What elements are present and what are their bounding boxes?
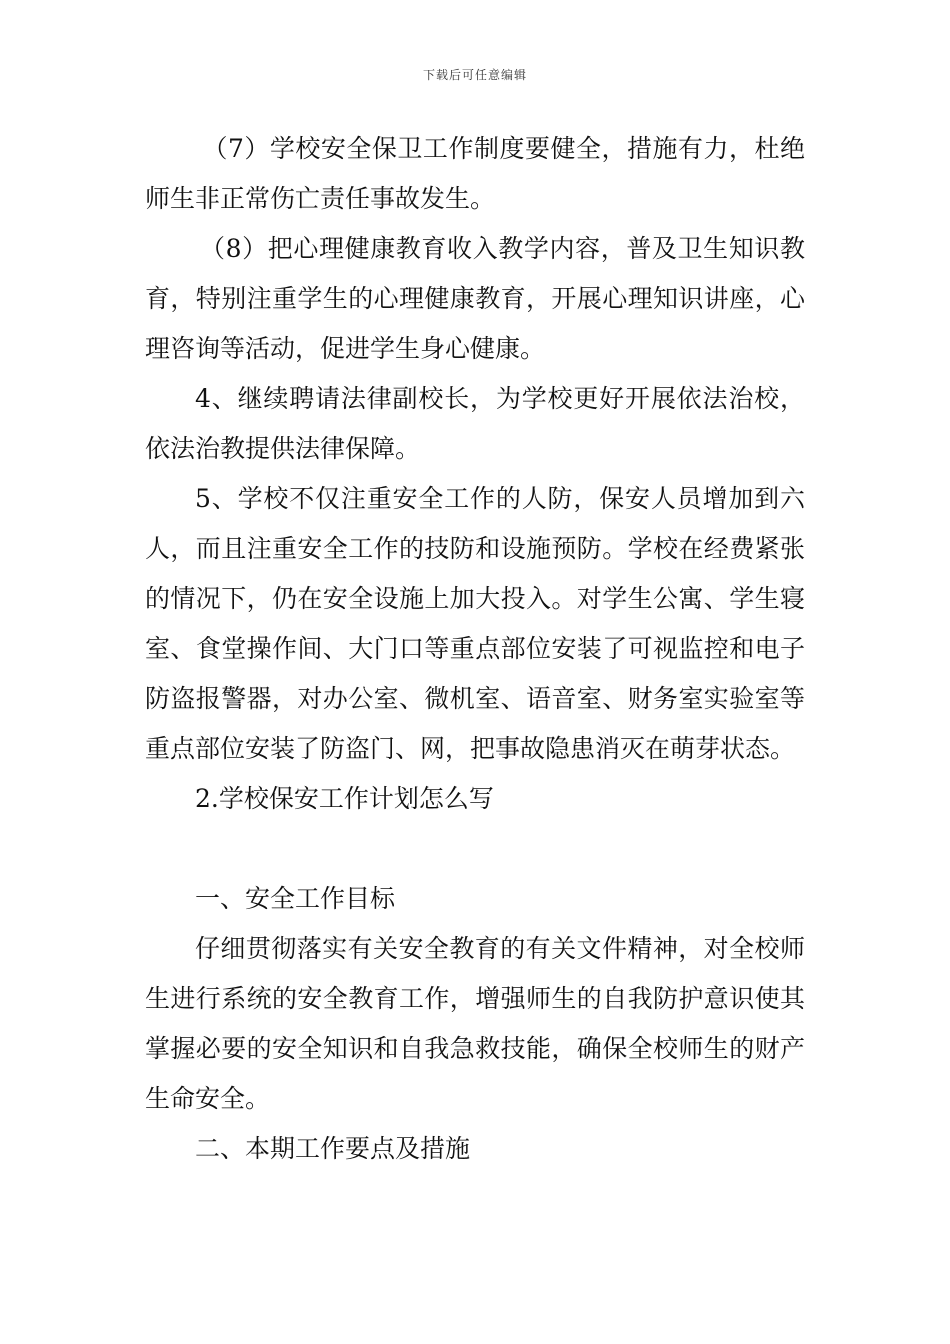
- document-body: [145, 124, 805, 1174]
- paragraph-point-4: 4、继续聘请法律副校长，为学校更好开展依法治校，依法治教提供法律保障。: [145, 384, 805, 463]
- heading-work-points: 二、本期工作要点及措施: [195, 1134, 471, 1163]
- section-heading-2: 2.学校保安工作计划怎么写: [195, 784, 494, 813]
- heading-safety-goal: 一、安全工作目标: [195, 884, 396, 913]
- paragraph-item-7: （7）学校安全保卫工作制度要健全，措施有力，杜绝师生非正常伤亡责任事故发生。: [145, 134, 805, 213]
- paragraph-item-8: （8）把心理健康教育收入教学内容，普及卫生知识教育，特别注重学生的心理健康教育，开展心理知识讲座，心理咨询等活动，促进学生身心健康。: [145, 234, 805, 363]
- paragraph-safety-goal: 仔细贯彻落实有关安全教育的有关文件精神，对全校师生进行系统的安全教育工作，增强师生的自我防护意识使其掌握必要的安全知识和自我急救技能，确保全校师生的财产生命安全。: [145, 934, 805, 1113]
- page-header: 下载后可任意编辑: [422, 68, 527, 82]
- paragraph-point-5: 5、学校不仅注重安全工作的人防，保安人员增加到六人，而且注重安全工作的技防和设施预防。学校在经费紧张的情况下，仍在安全设施上加大投入。对学生公寓、学生寝室、食堂操作间、大门口等重点部位安装了可视监控和电子防盗报警器，对办公室、微机室、语音室、财务室实验室等重点部位安装了防盗门、网，把事故隐患消灭在萌芽状态。: [145, 484, 805, 763]
